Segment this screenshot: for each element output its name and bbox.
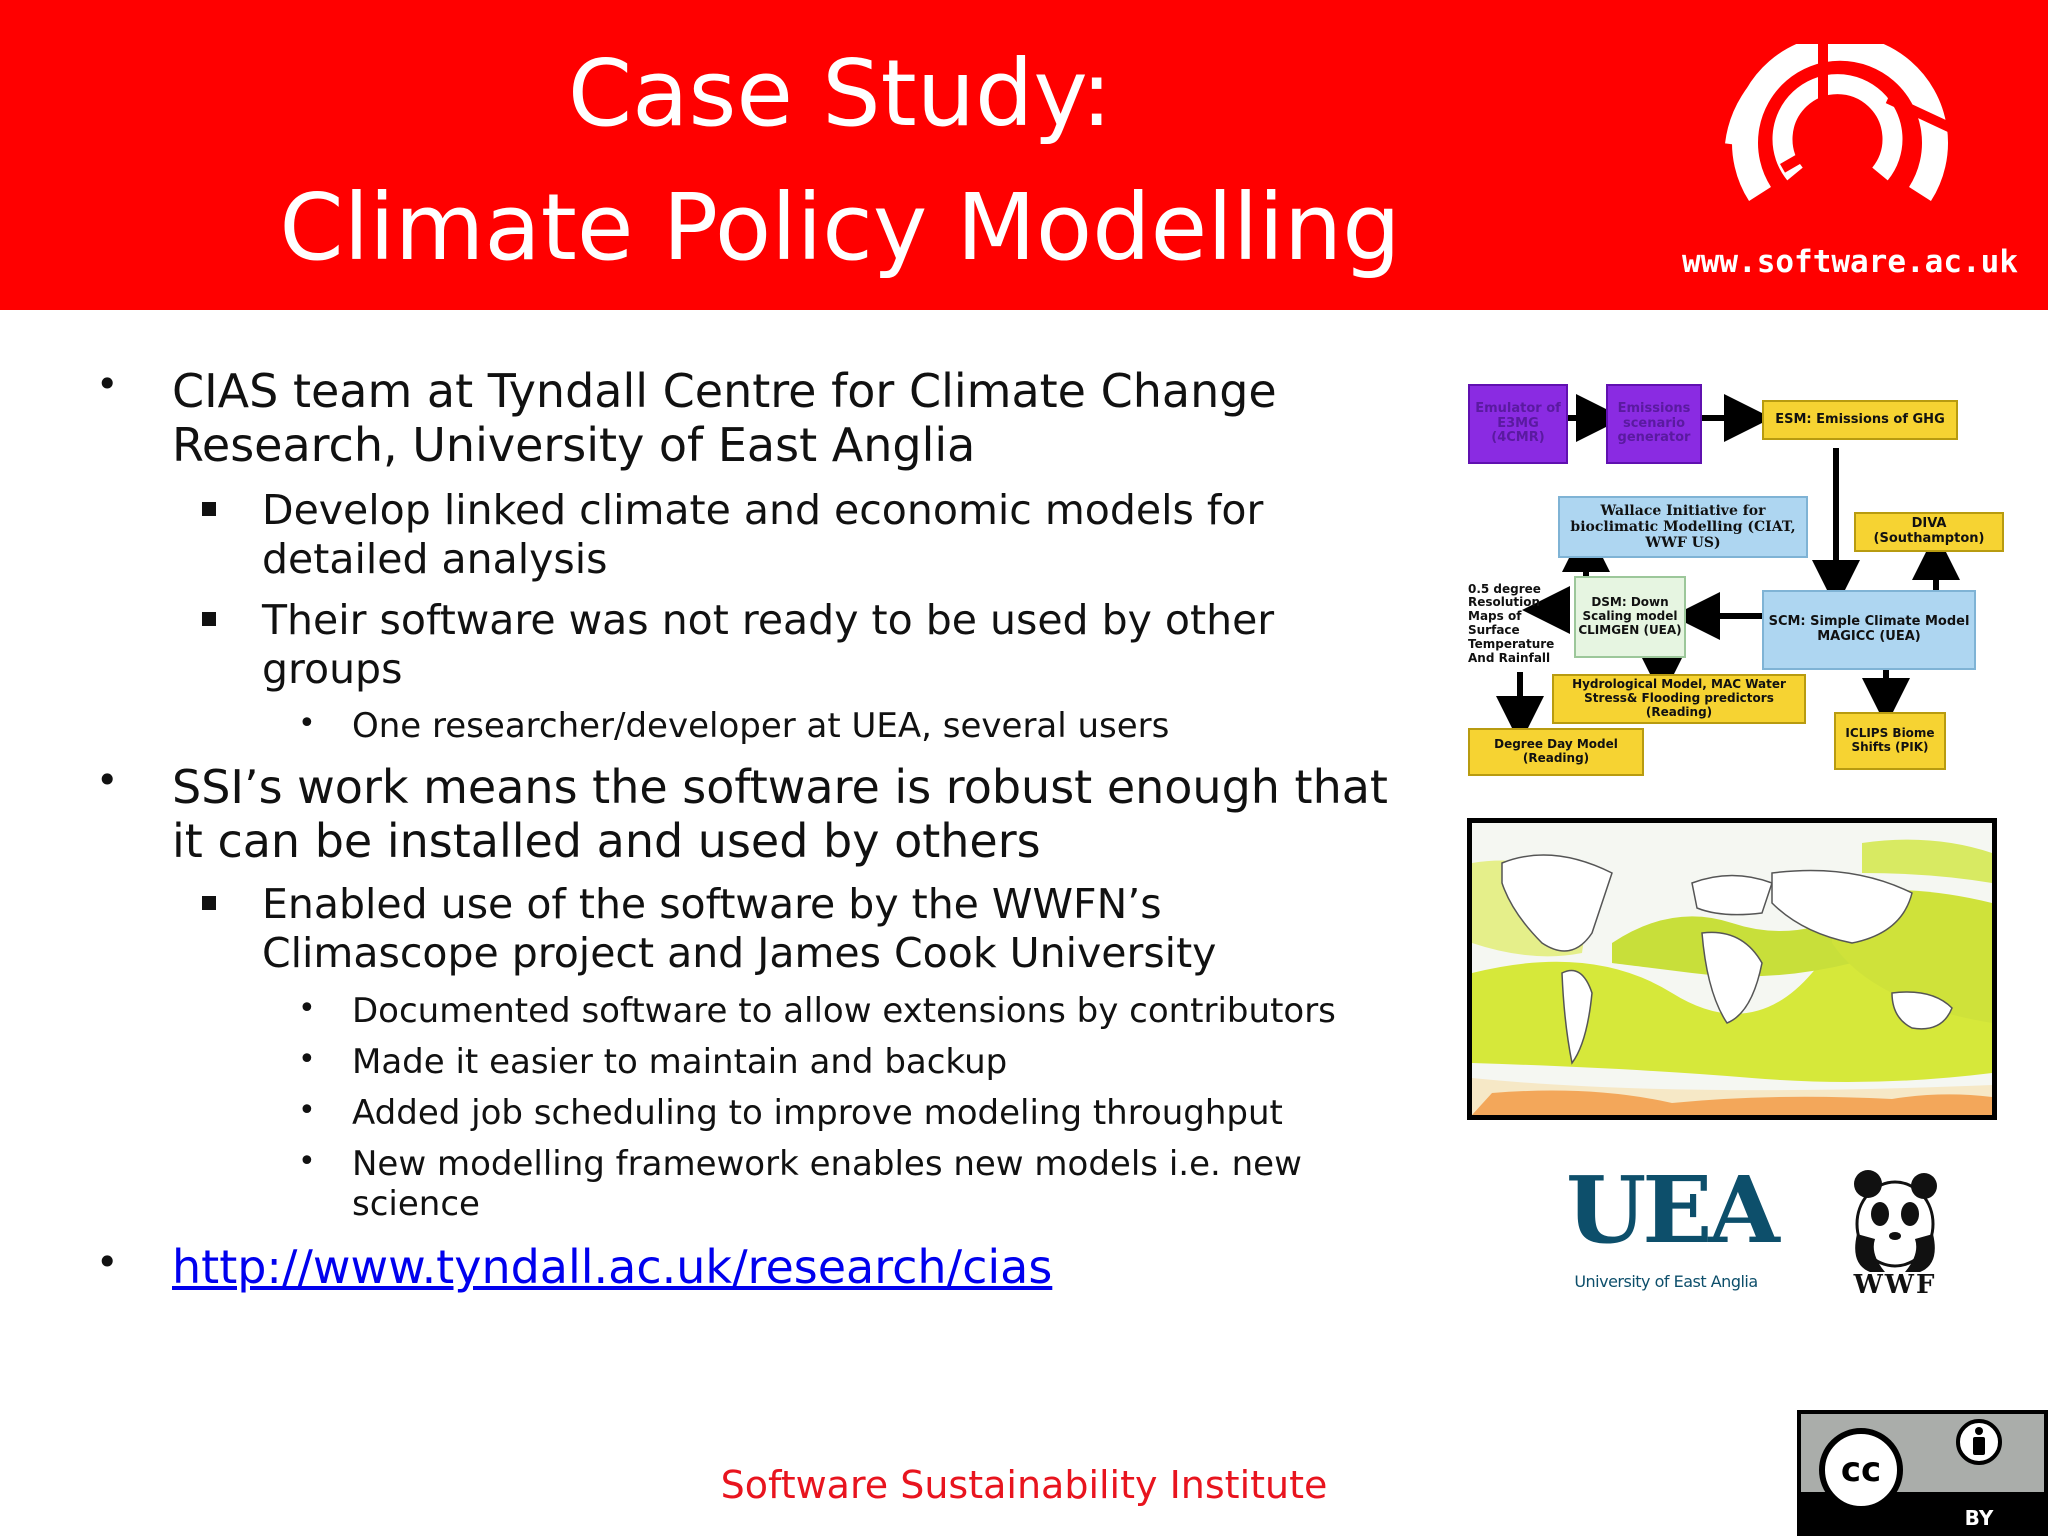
- footer-institute: Software Sustainability Institute: [720, 1463, 1328, 1507]
- bullet-square: [202, 612, 216, 626]
- uea-logo-mark: UEA: [1566, 1156, 1776, 1264]
- uea-logo-text: University of East Anglia: [1574, 1272, 1758, 1291]
- wwf-text: WWF: [1853, 1270, 1937, 1300]
- slide-title-line2: Climate Policy Modelling: [279, 174, 1401, 281]
- bullet-ssi-work: SSI’s work means the software is robust enough that it can be installed and used by others: [172, 760, 1388, 868]
- bullet-dot: •: [96, 362, 119, 406]
- attribution-icon: [1955, 1418, 2003, 1466]
- wwf-logo: [1840, 1164, 1950, 1300]
- bullet-dot-small: •: [298, 991, 316, 1026]
- cc-by-label: BY: [1964, 1506, 1994, 1530]
- cias-link-item: [172, 1240, 1412, 1294]
- cias-link[interactable]: http://www.tyndall.ac.uk/research/cias: [172, 1240, 1053, 1294]
- model-flow-diagram: [1466, 372, 2008, 778]
- box-hydrological: Hydrological Model, MAC Water Stress& Flooding predictors (Reading): [1552, 674, 1806, 724]
- slide-header: [0, 0, 2048, 310]
- bullet-square: [202, 896, 216, 910]
- box-iclips: ICLIPS Biome Shifts (PIK): [1834, 712, 1946, 770]
- bullet-job-scheduling: Added job scheduling to improve modeling throughput: [352, 1093, 1283, 1133]
- box-esm: ESM: Emissions of GHG: [1762, 400, 1958, 440]
- bullet-develop-models: Develop linked climate and economic models for detailed analysis: [262, 486, 1264, 583]
- bullet-square: [202, 502, 216, 516]
- bullet-dot-small: •: [298, 706, 316, 741]
- world-map-image: [1472, 823, 1992, 1115]
- bullet-cias-team: CIAS team at Tyndall Centre for Climate Change Research, University of East Anglia: [172, 364, 1277, 472]
- slide-title-line1: Case Study:: [567, 40, 1113, 147]
- cc-by-license-badge[interactable]: [1797, 1410, 2048, 1536]
- box-diva: DIVA (Southampton): [1854, 512, 2004, 552]
- bullet-enabled-use: Enabled use of the software by the WWFN’s Climascope project and James Cook University: [262, 880, 1217, 977]
- cc-icon: [1819, 1428, 1903, 1512]
- box-emulator: Emulator of E3MG (4CMR): [1468, 384, 1568, 464]
- world-climate-map: [1467, 818, 1997, 1120]
- bullet-dot-small: •: [298, 1144, 316, 1179]
- ssi-logo-icon: [1690, 44, 1970, 234]
- box-emissions-generator: Emissions scenario generator: [1606, 384, 1702, 464]
- wwf-panda-icon: [1840, 1164, 1950, 1274]
- bullet-dot-small: •: [298, 1093, 316, 1128]
- box-wallace: Wallace Initiative for bioclimatic Modelling (CIAT, WWF US): [1558, 496, 1808, 558]
- bullet-dot: •: [96, 1240, 119, 1284]
- bullet-documented: Documented software to allow extensions by contributors: [352, 991, 1336, 1031]
- box-dsm: DSM: Down Scaling model CLIMGEN (UEA): [1574, 576, 1686, 658]
- cc-icon-text: cc: [1840, 1450, 1882, 1490]
- box-scm: SCM: Simple Climate Model MAGICC (UEA): [1762, 590, 1976, 670]
- bullet-dot-small: •: [298, 1042, 316, 1077]
- uea-logo: [1566, 1156, 1776, 1300]
- bullet-dot: •: [96, 758, 119, 802]
- site-url: www.software.ac.uk: [1682, 244, 2018, 280]
- label-resolution-maps: 0.5 degree Resolution Maps of Surface Temperature And Rainfall: [1468, 581, 1555, 665]
- bullet-new-framework: New modelling framework enables new models i.e. new science: [352, 1144, 1302, 1224]
- box-degree-day: Degree Day Model (Reading): [1468, 728, 1644, 776]
- bullet-maintain: Made it easier to maintain and backup: [352, 1042, 1008, 1082]
- bullet-one-researcher: One researcher/developer at UEA, several users: [352, 706, 1170, 746]
- bullet-software-not-ready: Their software was not ready to be used by other groups: [262, 596, 1275, 693]
